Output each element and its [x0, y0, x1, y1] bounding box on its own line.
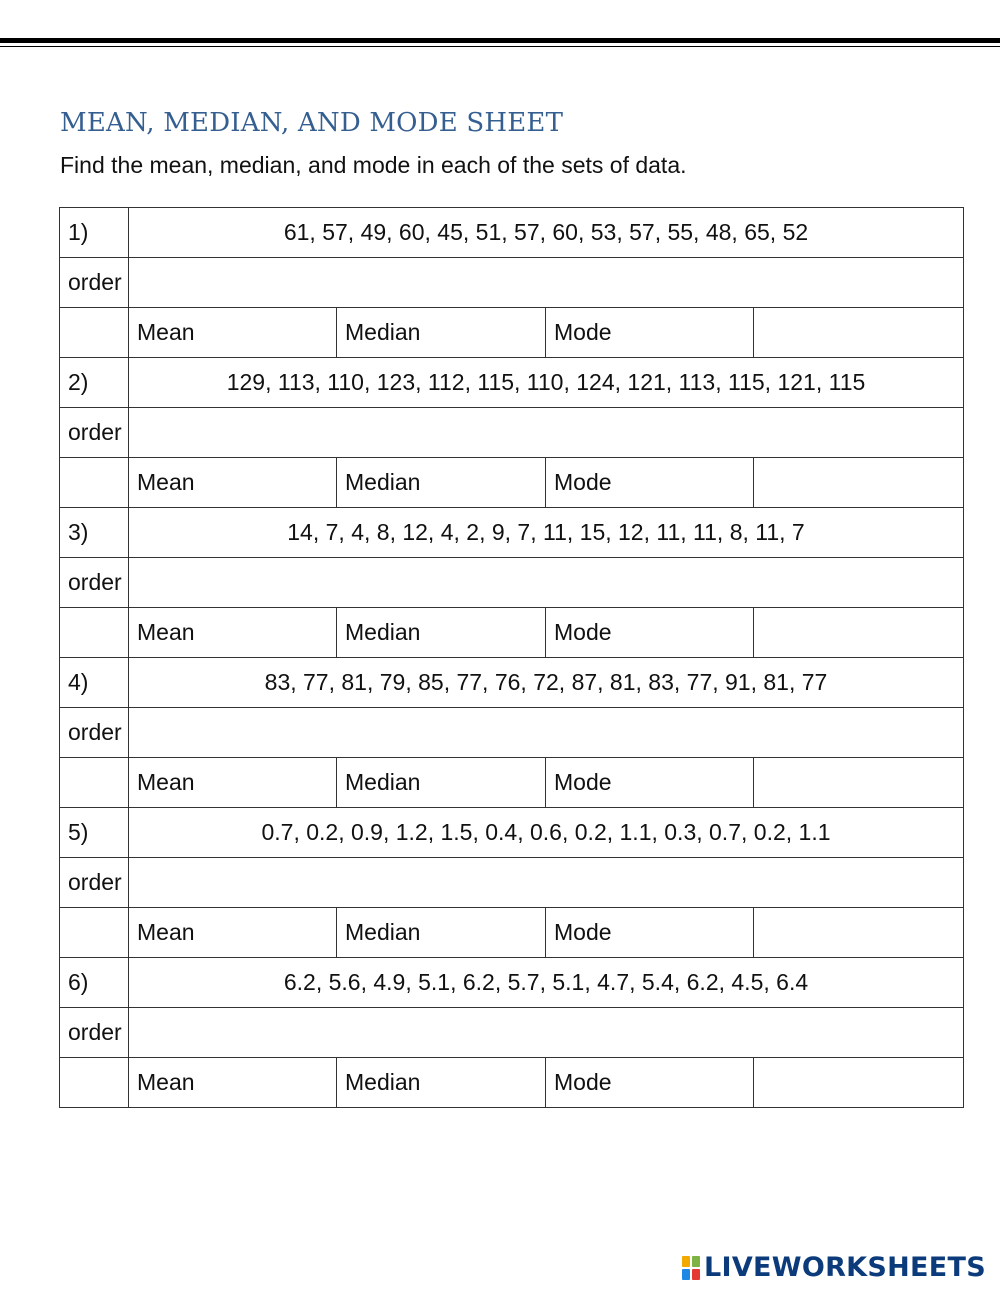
- mode-label: Mode: [546, 758, 754, 808]
- answer-field[interactable]: [754, 1058, 964, 1108]
- worksheet-table: [59, 207, 964, 1108]
- median-label: Median: [337, 308, 546, 358]
- answer-field[interactable]: [754, 308, 964, 358]
- data-set: 129, 113, 110, 123, 112, 115, 110, 124, 121, 113, 115, 121, 115: [129, 358, 964, 408]
- data-set: 0.7, 0.2, 0.9, 1.2, 1.5, 0.4, 0.6, 0.2, 1.1, 0.3, 0.7, 0.2, 1.1: [129, 808, 964, 858]
- order-answer-field[interactable]: [129, 408, 964, 458]
- problem-number: 4): [60, 658, 129, 708]
- logo-square: [682, 1256, 690, 1267]
- median-label: Median: [337, 608, 546, 658]
- answer-field[interactable]: [754, 608, 964, 658]
- problem-number: 1): [60, 208, 129, 258]
- mode-label: Mode: [546, 908, 754, 958]
- answers-row: [60, 608, 964, 658]
- page-title: MEAN, MEDIAN, AND MODE SHEET: [60, 108, 564, 138]
- logo-square: [682, 1269, 690, 1280]
- blank-cell: [60, 758, 129, 808]
- logo-square: [692, 1269, 700, 1280]
- mean-label: Mean: [129, 1058, 337, 1108]
- data-set: 6.2, 5.6, 4.9, 5.1, 6.2, 5.7, 5.1, 4.7, 5.4, 6.2, 4.5, 6.4: [129, 958, 964, 1008]
- order-row: [60, 408, 964, 458]
- order-row: [60, 1008, 964, 1058]
- median-label: Median: [337, 458, 546, 508]
- answer-field[interactable]: [754, 458, 964, 508]
- blank-cell: [60, 458, 129, 508]
- answer-field[interactable]: [754, 908, 964, 958]
- mean-label: Mean: [129, 308, 337, 358]
- order-answer-field[interactable]: [129, 258, 964, 308]
- brand-name: LIVEWORKSHEETS: [703, 1252, 986, 1283]
- order-label: order: [60, 258, 129, 308]
- answers-row: [60, 758, 964, 808]
- mode-label: Mode: [546, 1058, 754, 1108]
- order-row: [60, 858, 964, 908]
- order-answer-field[interactable]: [129, 708, 964, 758]
- mode-label: Mode: [546, 308, 754, 358]
- order-answer-field[interactable]: [129, 1008, 964, 1058]
- instructions: Find the mean, median, and mode in each of the sets of data.: [60, 152, 687, 178]
- answers-row: [60, 908, 964, 958]
- median-label: Median: [337, 1058, 546, 1108]
- order-label: order: [60, 558, 129, 608]
- mode-label: Mode: [546, 458, 754, 508]
- answers-row: [60, 458, 964, 508]
- mode-label: Mode: [546, 608, 754, 658]
- order-row: [60, 708, 964, 758]
- problem-row: [60, 208, 964, 258]
- blank-cell: [60, 1058, 129, 1108]
- top-rule-thin: [0, 46, 1000, 47]
- mean-label: Mean: [129, 908, 337, 958]
- order-label: order: [60, 858, 129, 908]
- problem-number: 3): [60, 508, 129, 558]
- order-answer-field[interactable]: [129, 858, 964, 908]
- mean-label: Mean: [129, 608, 337, 658]
- blank-cell: [60, 608, 129, 658]
- data-set: 61, 57, 49, 60, 45, 51, 57, 60, 53, 57, 55, 48, 65, 52: [129, 208, 964, 258]
- mean-label: Mean: [129, 758, 337, 808]
- median-label: Median: [337, 758, 546, 808]
- problem-number: 5): [60, 808, 129, 858]
- liveworksheets-mark-icon: [682, 1256, 700, 1280]
- blank-cell: [60, 908, 129, 958]
- order-label: order: [60, 708, 129, 758]
- problem-row: [60, 658, 964, 708]
- mean-label: Mean: [129, 458, 337, 508]
- answers-row: [60, 1058, 964, 1108]
- problem-row: [60, 358, 964, 408]
- problem-number: 2): [60, 358, 129, 408]
- problem-row: [60, 958, 964, 1008]
- data-set: 14, 7, 4, 8, 12, 4, 2, 9, 7, 11, 15, 12, 11, 11, 8, 11, 7: [129, 508, 964, 558]
- problem-number: 6): [60, 958, 129, 1008]
- order-answer-field[interactable]: [129, 558, 964, 608]
- logo-square: [692, 1256, 700, 1267]
- problem-row: [60, 508, 964, 558]
- data-set: 83, 77, 81, 79, 85, 77, 76, 72, 87, 81, 83, 77, 91, 81, 77: [129, 658, 964, 708]
- order-label: order: [60, 408, 129, 458]
- order-row: [60, 258, 964, 308]
- order-row: [60, 558, 964, 608]
- answer-field[interactable]: [754, 758, 964, 808]
- liveworksheets-logo: [682, 1252, 986, 1283]
- answers-row: [60, 308, 964, 358]
- median-label: Median: [337, 908, 546, 958]
- blank-cell: [60, 308, 129, 358]
- order-label: order: [60, 1008, 129, 1058]
- problem-row: [60, 808, 964, 858]
- top-rule: [0, 38, 1000, 43]
